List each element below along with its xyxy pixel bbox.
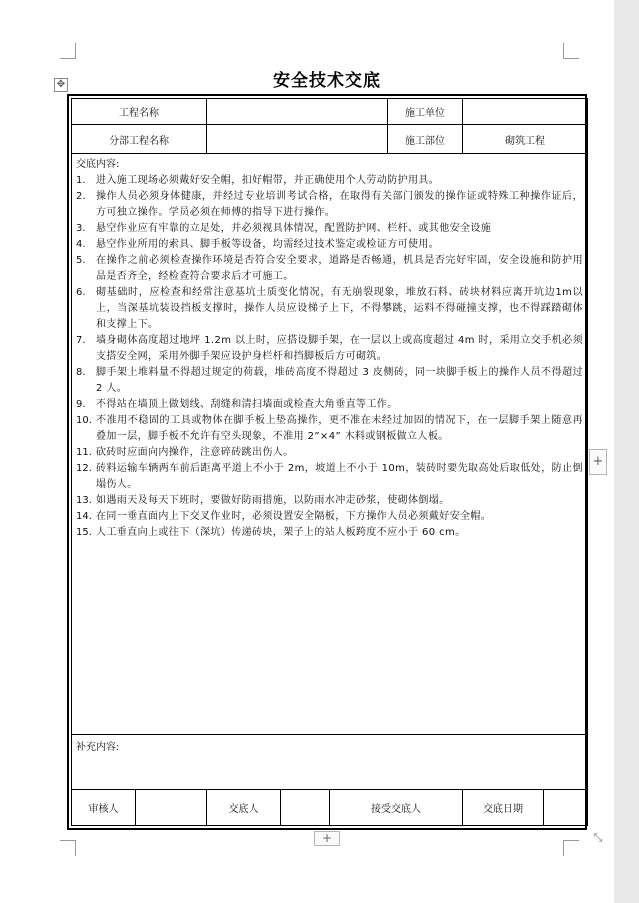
add-row-plus-icon[interactable]: +: [314, 831, 340, 846]
content-list-item: [76, 397, 583, 413]
supplement-cell[interactable]: [72, 735, 588, 790]
add-column-plus-icon[interactable]: +: [589, 449, 607, 475]
list-item-text: 砖料运输车辆两车前后距离平道上不小于 2m，坡道上不小于 10m，装砖时要先取高处后取低处，防止倒塌伤人。: [96, 463, 583, 490]
list-item-number: 1.: [76, 175, 86, 186]
crop-mark-top-left: [60, 43, 76, 59]
list-item-text: 墙身砌体高度超过地坪 1.2m 以上时，应搭设脚手架，在一层以上或高度超过 4m 时，采用立交手机必须支搭安全网，采用外脚手架应设护身栏杆和挡脚板后方可砌筑。: [96, 335, 583, 362]
list-item-number: 9.: [76, 399, 86, 410]
list-item-text: 进入施工现场必须戴好安全帽，扣好帽带，并正确使用个人劳动防护用具。: [96, 175, 440, 186]
content-row: [72, 154, 588, 735]
list-item-text: 在操作之前必须检查操作环境是否符合安全要求，道路是否畅通，机具是否完好牢固，安全设施和防护用品是否齐全，经检查符合要求后才可施工。: [96, 255, 583, 282]
construction-unit-cell[interactable]: [463, 99, 588, 125]
project-name-cell[interactable]: [207, 99, 388, 125]
date-label: 交底日期: [463, 790, 544, 826]
list-item-number: 14.: [76, 511, 92, 522]
list-item-number: 5.: [76, 255, 86, 266]
crop-mark-top-right: [563, 43, 579, 59]
content-list-item: [76, 365, 583, 397]
content-list-item: [76, 509, 583, 525]
content-list-item: [76, 189, 583, 221]
construction-part-cell[interactable]: 砌筑工程: [463, 125, 588, 154]
crop-mark-bottom-right: [563, 840, 579, 856]
content-list-item: [76, 461, 583, 493]
list-item-text: 如遇雨天及每天下班时，要做好防雨措施，以防雨水冲走砂浆，使砌体倒塌。: [96, 495, 450, 506]
list-item-number: 7.: [76, 335, 86, 346]
content-list-item: [76, 253, 583, 285]
table-resize-icon[interactable]: ⤡: [593, 831, 603, 844]
content-cell[interactable]: [72, 154, 588, 735]
list-item-number: 12.: [76, 463, 92, 474]
disclosure-table-frame: [67, 94, 587, 830]
discloser-cell[interactable]: [281, 790, 330, 826]
list-item-number: 3.: [76, 223, 86, 234]
sub-project-cell[interactable]: [207, 125, 388, 154]
content-list-item: [76, 173, 583, 189]
date-cell[interactable]: [544, 790, 588, 826]
list-item-number: 4.: [76, 239, 86, 250]
crop-mark-bottom-left: [60, 840, 76, 856]
list-item-text: 悬空作业应有牢靠的立足处，并必须视具体情况，配置防护网、栏杆、或其他安全设施: [96, 223, 492, 234]
receiver-label: 接受交底人: [330, 790, 463, 826]
list-item-number: 13.: [76, 495, 92, 506]
content-list-item: [76, 413, 583, 445]
list-item-text: 不得站在墙顶上做划线、刮缝和清扫墙面或检查大角垂直等工作。: [96, 399, 398, 410]
reviewer-label: 审核人: [72, 790, 136, 826]
list-item-number: 10.: [76, 415, 92, 426]
sub-project-label: 分部工程名称: [72, 125, 207, 154]
content-list: [76, 173, 583, 541]
construction-part-label: 施工部位: [388, 125, 463, 154]
list-item-number: 8.: [76, 367, 86, 378]
list-item-number: 6.: [76, 287, 86, 298]
content-list-item: [76, 525, 583, 541]
content-list-item: [76, 493, 583, 509]
list-item-number: 2.: [76, 191, 86, 202]
list-item-text: 不准用不稳固的工具或物体在脚手板上垫高操作，更不准在未经过加固的情况下，在一层脚手架上随意再叠加一层，脚手板不允许有空头现象，不准用 2”×4” 木料或钢板做立人板。: [96, 415, 583, 442]
list-item-text: 砍砖时应面向内操作，注意碎砖跳出伤人。: [96, 447, 294, 458]
content-list-item: [76, 237, 583, 253]
discloser-label: 交底人: [207, 790, 281, 826]
header-row-2: [72, 125, 588, 154]
content-list-item: [76, 445, 583, 461]
list-item-text: 在同一垂直面内上下交叉作业时，必须设置安全隔板，下方操作人员必须戴好安全帽。: [96, 511, 492, 522]
page-title: 安全技术交底: [273, 71, 381, 91]
list-item-text: 砌基础时，应检查和经常注意基坑土质变化情况，有无崩裂现象，堆放石料、砖块材料应离开坑边1m以上，当深基坑装设挡板支撑时，操作人员应设梯子上下，不得攀跳，运料不得碰撞支撑，也不得踩踏砌体和支撑上下。: [96, 287, 583, 330]
supplement-label: 补充内容:: [76, 742, 120, 753]
list-item-number: 11.: [76, 447, 92, 458]
content-list-item: [76, 221, 583, 237]
supplement-row: [72, 735, 588, 790]
content-list-item: [76, 333, 583, 365]
reviewer-cell[interactable]: [136, 790, 207, 826]
list-item-text: 悬空作业所用的索具、脚手板等设备，均需经过技术鉴定或检证方可使用。: [96, 239, 440, 250]
table-move-handle-icon[interactable]: ✥: [54, 78, 68, 92]
header-row-1: [72, 99, 588, 125]
content-list-item: [76, 285, 583, 333]
list-item-text: 人工垂直向上或往下（深坑）传递砖块，架子上的站人板跨度不应小于 60 cm。: [96, 527, 466, 538]
list-item-text: 脚手架上堆料量不得超过规定的荷载，堆砖高度不得超过 3 皮侧砖，同一块脚手板上的操作人员不得超过 2 人。: [96, 367, 583, 394]
list-item-number: 15.: [76, 527, 92, 538]
project-name-label: 工程名称: [72, 99, 207, 125]
footer-row: [72, 790, 588, 826]
list-item-text: 操作人员必须身体健康，并经过专业培训考试合格，在取得有关部门颁发的操作证或特殊工种操作证后，方可独立操作。学员必须在师傅的指导下进行操作。: [96, 191, 583, 218]
disclosure-table: [71, 98, 588, 826]
construction-unit-label: 施工单位: [388, 99, 463, 125]
content-label: 交底内容:: [76, 159, 120, 170]
